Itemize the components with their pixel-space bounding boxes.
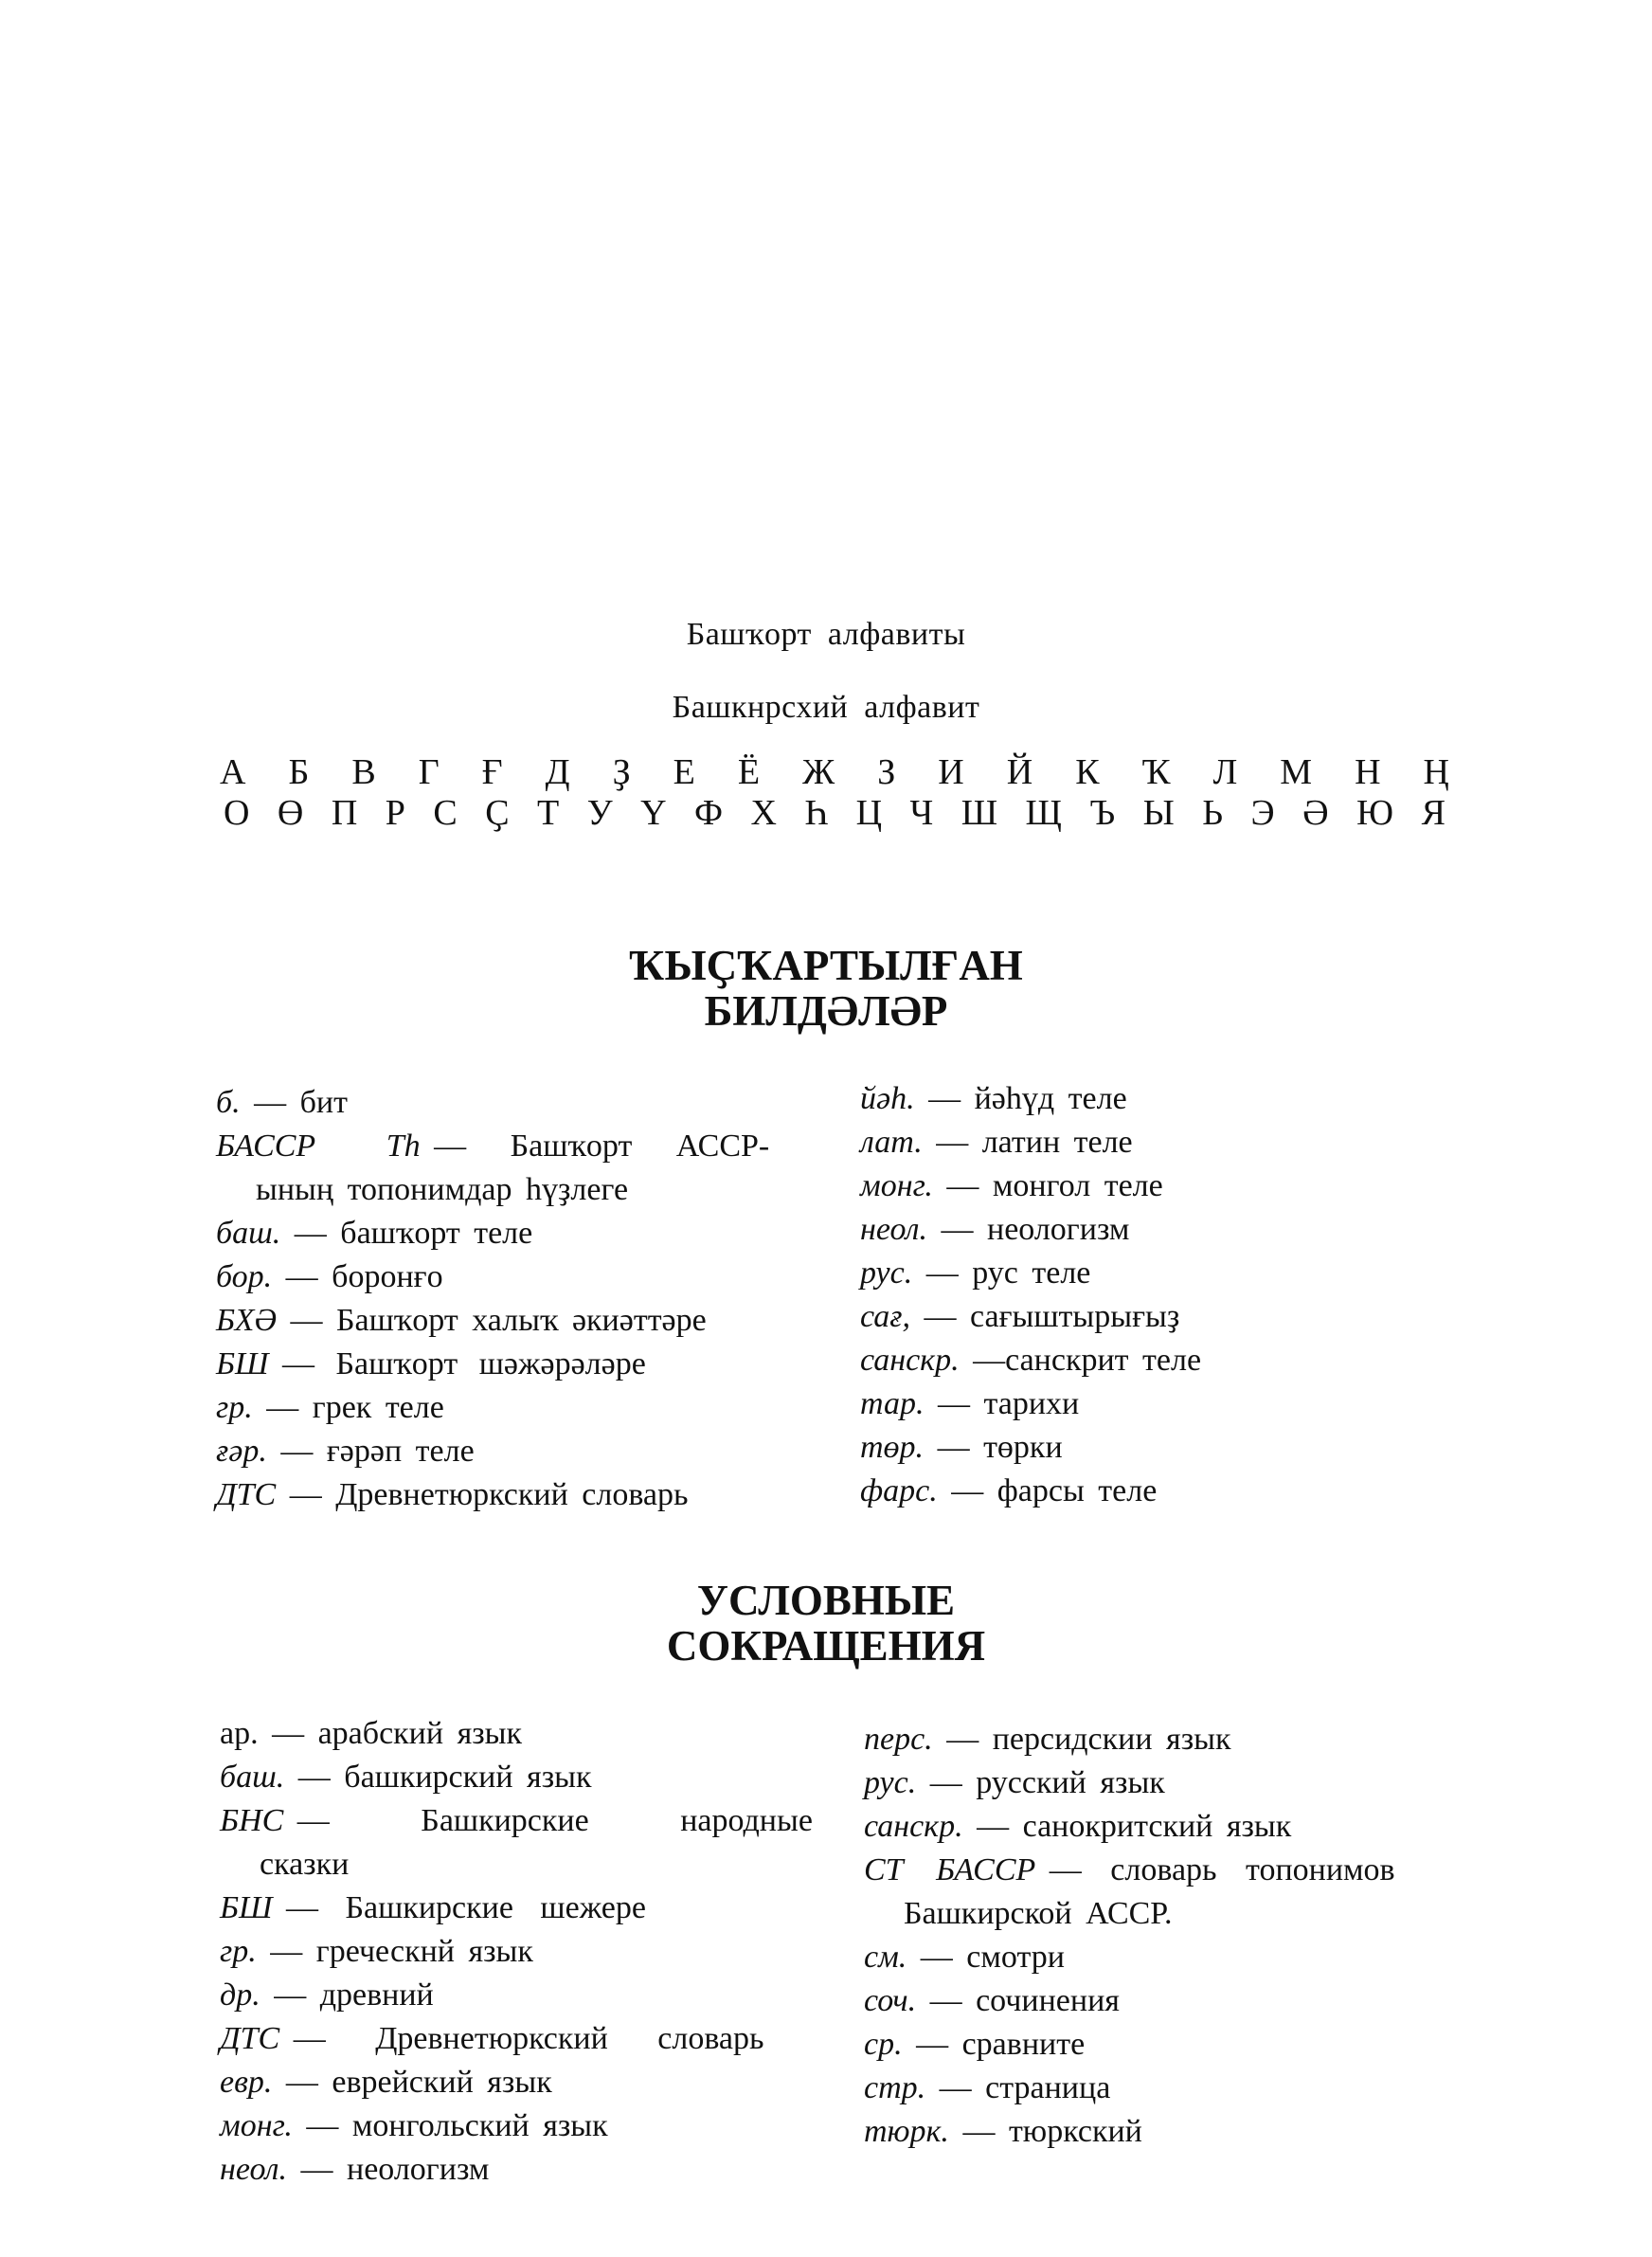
- letter: Ь: [1202, 793, 1224, 833]
- abbreviation-entry: БАССР Th — Башҡорт АССР-: [216, 1128, 770, 1164]
- letter: З: [877, 752, 896, 792]
- letter: М: [1280, 752, 1313, 792]
- letter: Ё: [737, 752, 761, 792]
- abbreviation-entry: йәһ. — йәһүд теле: [860, 1081, 1127, 1116]
- abbreviation-entry: ғәр. — ғәрәп теле: [216, 1434, 475, 1469]
- letter: Г: [418, 752, 440, 792]
- abbreviation-entry: евр. — еврейский язык: [220, 2065, 552, 2100]
- letter: С: [433, 793, 458, 833]
- abbreviation-entry: рус. — русский язык: [864, 1765, 1165, 1800]
- letter: Ҙ: [612, 752, 631, 792]
- letter: Ҫ: [485, 793, 510, 833]
- letter: Р: [385, 793, 405, 833]
- letter: Ә: [1302, 793, 1329, 833]
- alphabet-title-bashkir: Башҡорт алфавиты: [686, 617, 966, 652]
- abbreviation-entry: баш. — башҡорт теле: [216, 1216, 533, 1251]
- letter: Л: [1212, 752, 1238, 792]
- letter: Ч: [909, 793, 934, 833]
- alphabet-row-1: [220, 753, 1449, 791]
- letter: Н: [1355, 752, 1381, 792]
- abbreviation-entry: БХӘ — Башҡорт халыҡ әкиәттәре: [216, 1303, 707, 1338]
- letter: А: [220, 752, 246, 792]
- letter: И: [938, 752, 964, 792]
- abbreviation-entry: төр. — төрки: [860, 1430, 1063, 1465]
- letter: Ю: [1356, 793, 1394, 833]
- letter: Ш: [961, 793, 998, 833]
- letter: Я: [1421, 793, 1446, 833]
- abbreviation-entry: гр. — грек теле: [216, 1390, 444, 1425]
- abbreviation-entry: неол. — неологизм: [220, 2152, 490, 2187]
- letter: К: [1075, 752, 1100, 792]
- alphabet-title-russian: Башкнрсхий алфавит: [672, 690, 980, 725]
- abbreviation-entry: БШ — Башкирские шежере: [220, 1890, 646, 1925]
- letter: Ҡ: [1141, 752, 1171, 792]
- abbreviation-entry: стр. — страница: [864, 2070, 1111, 2105]
- abbreviation-entry-continuation: сказки: [260, 1847, 350, 1882]
- abbreviation-entry: тар. — тарихи: [860, 1386, 1080, 1421]
- abbreviation-entry: БШ — Башҡорт шәжәрәләре: [216, 1346, 646, 1381]
- letter: Ы: [1142, 793, 1175, 833]
- letter: Й: [1006, 752, 1033, 792]
- letter: Т: [537, 793, 560, 833]
- letter: О: [224, 793, 250, 833]
- letter: Һ: [804, 793, 829, 833]
- letter: Д: [545, 752, 570, 792]
- russian-abbreviations-left: [220, 1712, 826, 2192]
- letter: Х: [750, 793, 777, 833]
- letter: Ф: [694, 793, 724, 833]
- letter: Ү: [640, 793, 667, 833]
- letter: Ө: [277, 793, 304, 833]
- bashkir-abbreviations-left: [216, 1081, 822, 1517]
- abbreviation-entry: ср. — сравните: [864, 2027, 1086, 2062]
- letter: Ң: [1423, 752, 1449, 792]
- letter: Щ: [1025, 793, 1062, 833]
- letter: Ж: [802, 752, 835, 792]
- abbreviation-entry: санскр. —санскрит теле: [860, 1343, 1202, 1378]
- abbreviation-entry: лат. — латин теле: [860, 1125, 1133, 1160]
- abbreviation-entry: баш. — башкирский язык: [220, 1760, 592, 1795]
- abbreviation-entry-continuation: ының топонимдар һүҙлеге: [256, 1172, 629, 1207]
- abbreviation-entry-continuation: Башкирской АССР.: [904, 1896, 1173, 1931]
- alphabet-row-2: [224, 794, 1446, 832]
- section-title-bashkir-line1: ҠЫҪҠАРТЫЛҒАН: [629, 942, 1023, 989]
- section-title-bashkir-line2: БИЛДӘЛӘР: [704, 987, 948, 1035]
- abbreviation-entry: монг. — монгольский язык: [220, 2108, 608, 2143]
- abbreviation-entry: см. — смотри: [864, 1940, 1065, 1975]
- letter: Б: [288, 752, 310, 792]
- abbreviation-entry: монг. — монгол теле: [860, 1168, 1163, 1203]
- abbreviation-entry: ар. — арабский язык: [220, 1716, 523, 1751]
- letter: Е: [673, 752, 695, 792]
- russian-abbreviations-right: [864, 1718, 1470, 2154]
- abbreviation-entry: СТ БАССР — словарь топонимов: [864, 1852, 1395, 1887]
- letter: Ц: [855, 793, 883, 833]
- abbreviation-entry: ДТС — Древнетюркский словарь: [220, 2021, 764, 2056]
- section-title-russian-line1: УСЛОВНЫЕ: [696, 1577, 956, 1624]
- abbreviation-entry: санскр. — санокритский язык: [864, 1809, 1292, 1844]
- abbreviation-entry: сағ, — сағыштырығыҙ: [860, 1299, 1180, 1334]
- bashkir-abbreviations-right: [860, 1077, 1466, 1513]
- abbreviation-entry: ДТС — Древнетюркский словарь: [216, 1477, 689, 1512]
- section-title-russian-line2: СОКРАЩЕНИЯ: [666, 1622, 986, 1670]
- letter: Ғ: [481, 752, 503, 792]
- abbreviation-entry: бор. — боронғо: [216, 1259, 443, 1294]
- abbreviation-entry: тюрк. — тюркский: [864, 2114, 1142, 2149]
- letter: В: [351, 752, 376, 792]
- abbreviation-entry: соч. — сочинения: [864, 1983, 1120, 2018]
- abbreviation-entry: фарс. — фарсы теле: [860, 1473, 1158, 1508]
- abbreviation-entry: гр. — греческнй язык: [220, 1934, 533, 1969]
- abbreviation-entry: рус. — рус теле: [860, 1255, 1091, 1291]
- letter: Э: [1250, 793, 1275, 833]
- abbreviation-entry: БНС — Башкирские народные: [220, 1803, 813, 1838]
- abbreviation-entry: перс. — персидскии язык: [864, 1722, 1231, 1757]
- letter: П: [331, 793, 358, 833]
- abbreviation-entry: др. — древний: [220, 1977, 434, 2013]
- abbreviation-entry: неол. — неологизм: [860, 1212, 1130, 1247]
- letter: Ъ: [1089, 793, 1116, 833]
- abbreviation-entry: б. — бит: [216, 1085, 348, 1120]
- letter: У: [586, 793, 613, 833]
